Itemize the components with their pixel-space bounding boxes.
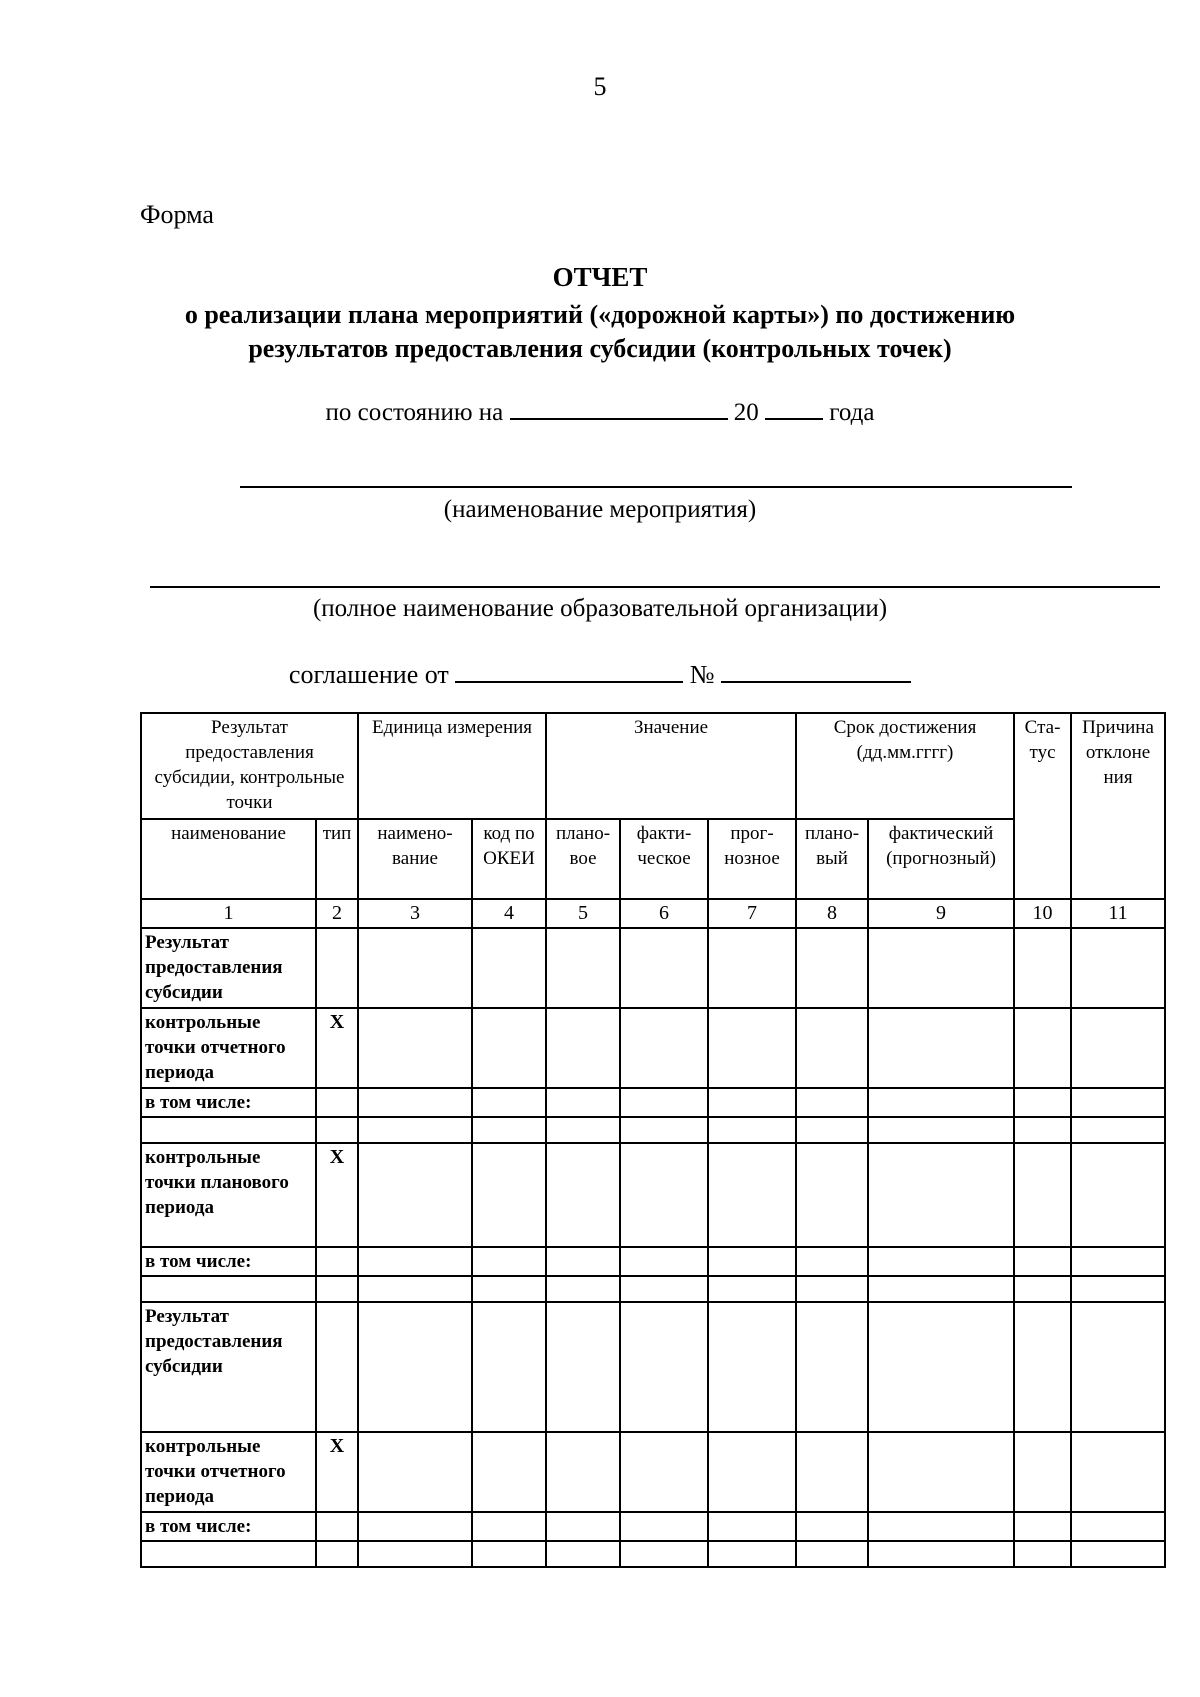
col-number: 10 xyxy=(1014,899,1071,928)
agreement-date-blank[interactable] xyxy=(455,661,683,683)
subheader-deadline-actual: фактический (прогнозный) xyxy=(868,819,1014,899)
table-row xyxy=(141,928,1165,1008)
event-caption: (наименование мероприятия) xyxy=(443,496,757,523)
report-subtitle xyxy=(0,298,1200,366)
col-number: 6 xyxy=(620,899,708,928)
table-row xyxy=(141,1276,1165,1302)
table-row xyxy=(141,1302,1165,1432)
table-row xyxy=(141,1432,1165,1512)
form-label: Форма xyxy=(140,200,214,229)
row-label-checkpoints-report: контрольные точки отчетного периода xyxy=(141,1432,316,1512)
status-date-line xyxy=(0,398,1200,427)
col-number: 4 xyxy=(472,899,546,928)
header-unit: Единица измерения xyxy=(358,713,546,819)
agreement-prefix: соглашение от xyxy=(288,660,449,689)
table-row xyxy=(141,1143,1165,1247)
row-label-result: Результат предоставления субсидии xyxy=(141,1302,316,1432)
subheader-okei: код по ОКЕИ xyxy=(472,819,546,899)
column-number-row xyxy=(141,899,1165,928)
subheader-type: тип xyxy=(316,819,358,899)
table-row xyxy=(141,1247,1165,1276)
col-number: 11 xyxy=(1071,899,1165,928)
header-value: Значение xyxy=(546,713,796,819)
status-year: 20 xyxy=(733,399,759,426)
subheader-planned: плано- вое xyxy=(546,819,620,899)
row-label-including: в том числе: xyxy=(141,1088,316,1117)
row-label-checkpoints-plan: контрольные точки планового периода xyxy=(141,1143,316,1247)
subheader-unit-name: наимено- вание xyxy=(358,819,472,899)
x-mark: Х xyxy=(316,1008,358,1088)
header-reason: Причина отклоне ния xyxy=(1071,713,1165,899)
year-blank[interactable] xyxy=(765,398,823,420)
table-row xyxy=(141,1512,1165,1541)
col-number: 7 xyxy=(708,899,796,928)
agreement-number-sign: № xyxy=(689,660,715,689)
header-status: Ста-тус xyxy=(1014,713,1071,899)
org-caption: (полное наименование образовательной организации) xyxy=(312,595,888,622)
row-label-including: в том числе: xyxy=(141,1512,316,1541)
event-name-line[interactable] xyxy=(240,486,1072,488)
x-mark: Х xyxy=(316,1143,358,1247)
x-mark: Х xyxy=(316,1432,358,1512)
col-number: 2 xyxy=(316,899,358,928)
page-number: 5 xyxy=(593,72,607,101)
header-deadline: Срок достижения (дд.мм.гггг) xyxy=(796,713,1014,819)
agreement-line xyxy=(0,660,1200,690)
col-number: 8 xyxy=(796,899,868,928)
table-row xyxy=(141,1541,1165,1567)
table-row xyxy=(141,1008,1165,1088)
header-result: Результат предоставления субсидии, контрольные точки xyxy=(141,713,358,819)
subheader-name: наименование xyxy=(141,819,316,899)
report-title: ОТЧЕТ xyxy=(552,262,648,292)
date-blank[interactable] xyxy=(510,398,728,420)
table-row xyxy=(141,1117,1165,1143)
subtitle-line-2: результатов предоставления субсидии (контрольных точек) xyxy=(248,334,952,363)
row-label-checkpoints-report: контрольные точки отчетного периода xyxy=(141,1008,316,1088)
col-number: 3 xyxy=(358,899,472,928)
subheader-deadline-planned: плано- вый xyxy=(796,819,868,899)
col-number: 1 xyxy=(141,899,316,928)
report-table xyxy=(140,712,1166,1568)
subtitle-line-1: о реализации плана мероприятий («дорожной карты») по достижению xyxy=(184,300,1016,329)
status-prefix: по состоянию на xyxy=(325,399,504,426)
subheader-actual: факти- ческое xyxy=(620,819,708,899)
row-label-result: Результат предоставления субсидии xyxy=(141,928,316,1008)
row-label-including: в том числе: xyxy=(141,1247,316,1276)
agreement-number-blank[interactable] xyxy=(721,661,911,683)
org-name-line[interactable] xyxy=(150,586,1160,588)
col-number: 9 xyxy=(868,899,1014,928)
table-row xyxy=(141,1088,1165,1117)
status-suffix: года xyxy=(829,399,875,426)
col-number: 5 xyxy=(546,899,620,928)
subheader-forecast: прог- нозное xyxy=(708,819,796,899)
